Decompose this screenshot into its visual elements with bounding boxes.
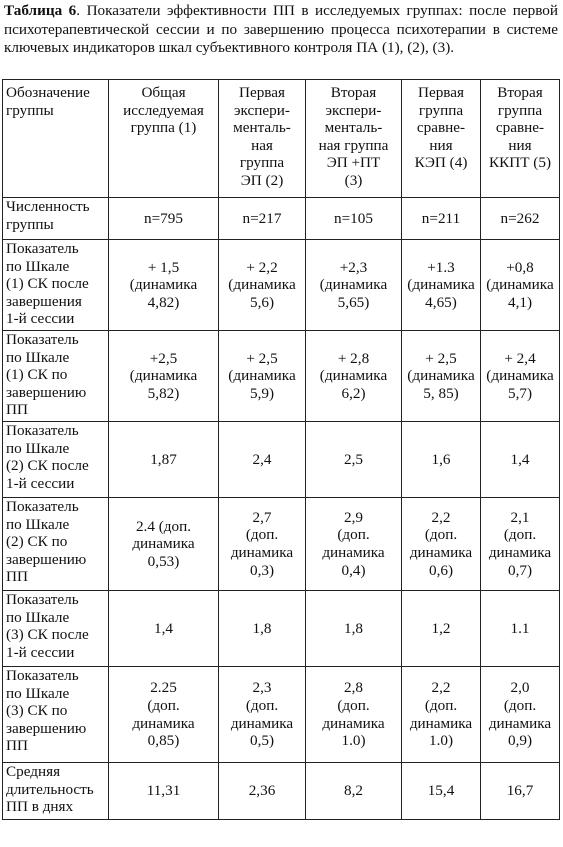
table-caption <box>4 2 558 58</box>
value-cell: 2,0 (доп. динамика 0,9) <box>481 667 560 763</box>
value-cell: +2,3 (динамика 5,65) <box>306 240 402 331</box>
value-cell: 16,7 <box>481 763 560 820</box>
row-label-cell: Показатель по Шкале (1) СК по завершению ПП <box>3 331 109 422</box>
value-cell: + 1,5 (динамика 4,82) <box>109 240 219 331</box>
header-cell: Обозначение группы <box>3 80 109 198</box>
header-cell: Вторая экспери- менталь- ная группа ЭП +ПТ (3) <box>306 80 402 198</box>
row-label-cell: Показатель по Шкале (3) СК по завершению ПП <box>3 667 109 763</box>
table-row <box>3 667 560 763</box>
header-cell: Первая группа сравне- ния КЭП (4) <box>402 80 481 198</box>
value-cell: 1,8 <box>306 591 402 667</box>
value-cell: 1,4 <box>109 591 219 667</box>
value-cell: +2,5 (динамика 5,82) <box>109 331 219 422</box>
value-cell: n=262 <box>481 198 560 240</box>
value-cell: + 2,5 (динамика 5, 85) <box>402 331 481 422</box>
value-cell: 1,4 <box>481 422 560 498</box>
table-row <box>3 331 560 422</box>
row-label-cell: Показатель по Шкале (2) СК после 1-й сессии <box>3 422 109 498</box>
value-cell: 2,3 (доп. динамика 0,5) <box>219 667 306 763</box>
value-cell: 1,87 <box>109 422 219 498</box>
value-cell: 2,9 (доп. динамика 0,4) <box>306 498 402 591</box>
value-cell: n=217 <box>219 198 306 240</box>
value-cell: 2,4 <box>219 422 306 498</box>
value-cell: + 2,2 (динамика 5,6) <box>219 240 306 331</box>
value-cell: 2,8 (доп. динамика 1.0) <box>306 667 402 763</box>
results-table <box>2 79 560 820</box>
value-cell: 1,8 <box>219 591 306 667</box>
value-cell: 8,2 <box>306 763 402 820</box>
header-cell: Первая экспери- менталь- ная группа ЭП (2) <box>219 80 306 198</box>
table-row <box>3 422 560 498</box>
caption-text: . Показатели эффективности ПП в исследуемых группах: после первой психотерапевтической сессии и по завершению процесса психотерапии в системе ключевых индикаторов шкал субъективного контроля ПА (1), (2), (3). <box>4 2 558 57</box>
value-cell: 2,5 <box>306 422 402 498</box>
value-cell: + 2,8 (динамика 6,2) <box>306 331 402 422</box>
caption-label: Таблица 6 <box>4 2 77 19</box>
table-row <box>3 198 560 240</box>
table-row <box>3 763 560 820</box>
row-label-cell: Численность группы <box>3 198 109 240</box>
value-cell: n=211 <box>402 198 481 240</box>
value-cell: + 2,4 (динамика 5,7) <box>481 331 560 422</box>
value-cell: 1,6 <box>402 422 481 498</box>
header-row <box>3 80 560 198</box>
value-cell: 2.4 (доп. динамика 0,53) <box>109 498 219 591</box>
row-label-cell: Средняя длительность ПП в днях <box>3 763 109 820</box>
table-row <box>3 240 560 331</box>
value-cell: 15,4 <box>402 763 481 820</box>
value-cell: +0,8 (динамика 4,1) <box>481 240 560 331</box>
value-cell: 2,1 (доп. динамика 0,7) <box>481 498 560 591</box>
value-cell: 2,7 (доп. динамика 0,3) <box>219 498 306 591</box>
header-cell: Общая исследуемая группа (1) <box>109 80 219 198</box>
value-cell: 2.25 (доп. динамика 0,85) <box>109 667 219 763</box>
value-cell: +1.3 (динамика 4,65) <box>402 240 481 331</box>
value-cell: 2,36 <box>219 763 306 820</box>
value-cell: n=795 <box>109 198 219 240</box>
value-cell: 11,31 <box>109 763 219 820</box>
row-label-cell: Показатель по Шкале (3) СК после 1-й сессии <box>3 591 109 667</box>
header-cell: Вторая группа сравне- ния ККПТ (5) <box>481 80 560 198</box>
row-label-cell: Показатель по Шкале (2) СК по завершению ПП <box>3 498 109 591</box>
table-body <box>3 198 560 820</box>
table-row <box>3 498 560 591</box>
table-row <box>3 591 560 667</box>
value-cell: n=105 <box>306 198 402 240</box>
value-cell: 1.1 <box>481 591 560 667</box>
value-cell: + 2,5 (динамика 5,9) <box>219 331 306 422</box>
value-cell: 1,2 <box>402 591 481 667</box>
value-cell: 2,2 (доп. динамика 1.0) <box>402 667 481 763</box>
row-label-cell: Показатель по Шкале (1) СК после завершения 1-й сессии <box>3 240 109 331</box>
value-cell: 2,2 (доп. динамика 0,6) <box>402 498 481 591</box>
